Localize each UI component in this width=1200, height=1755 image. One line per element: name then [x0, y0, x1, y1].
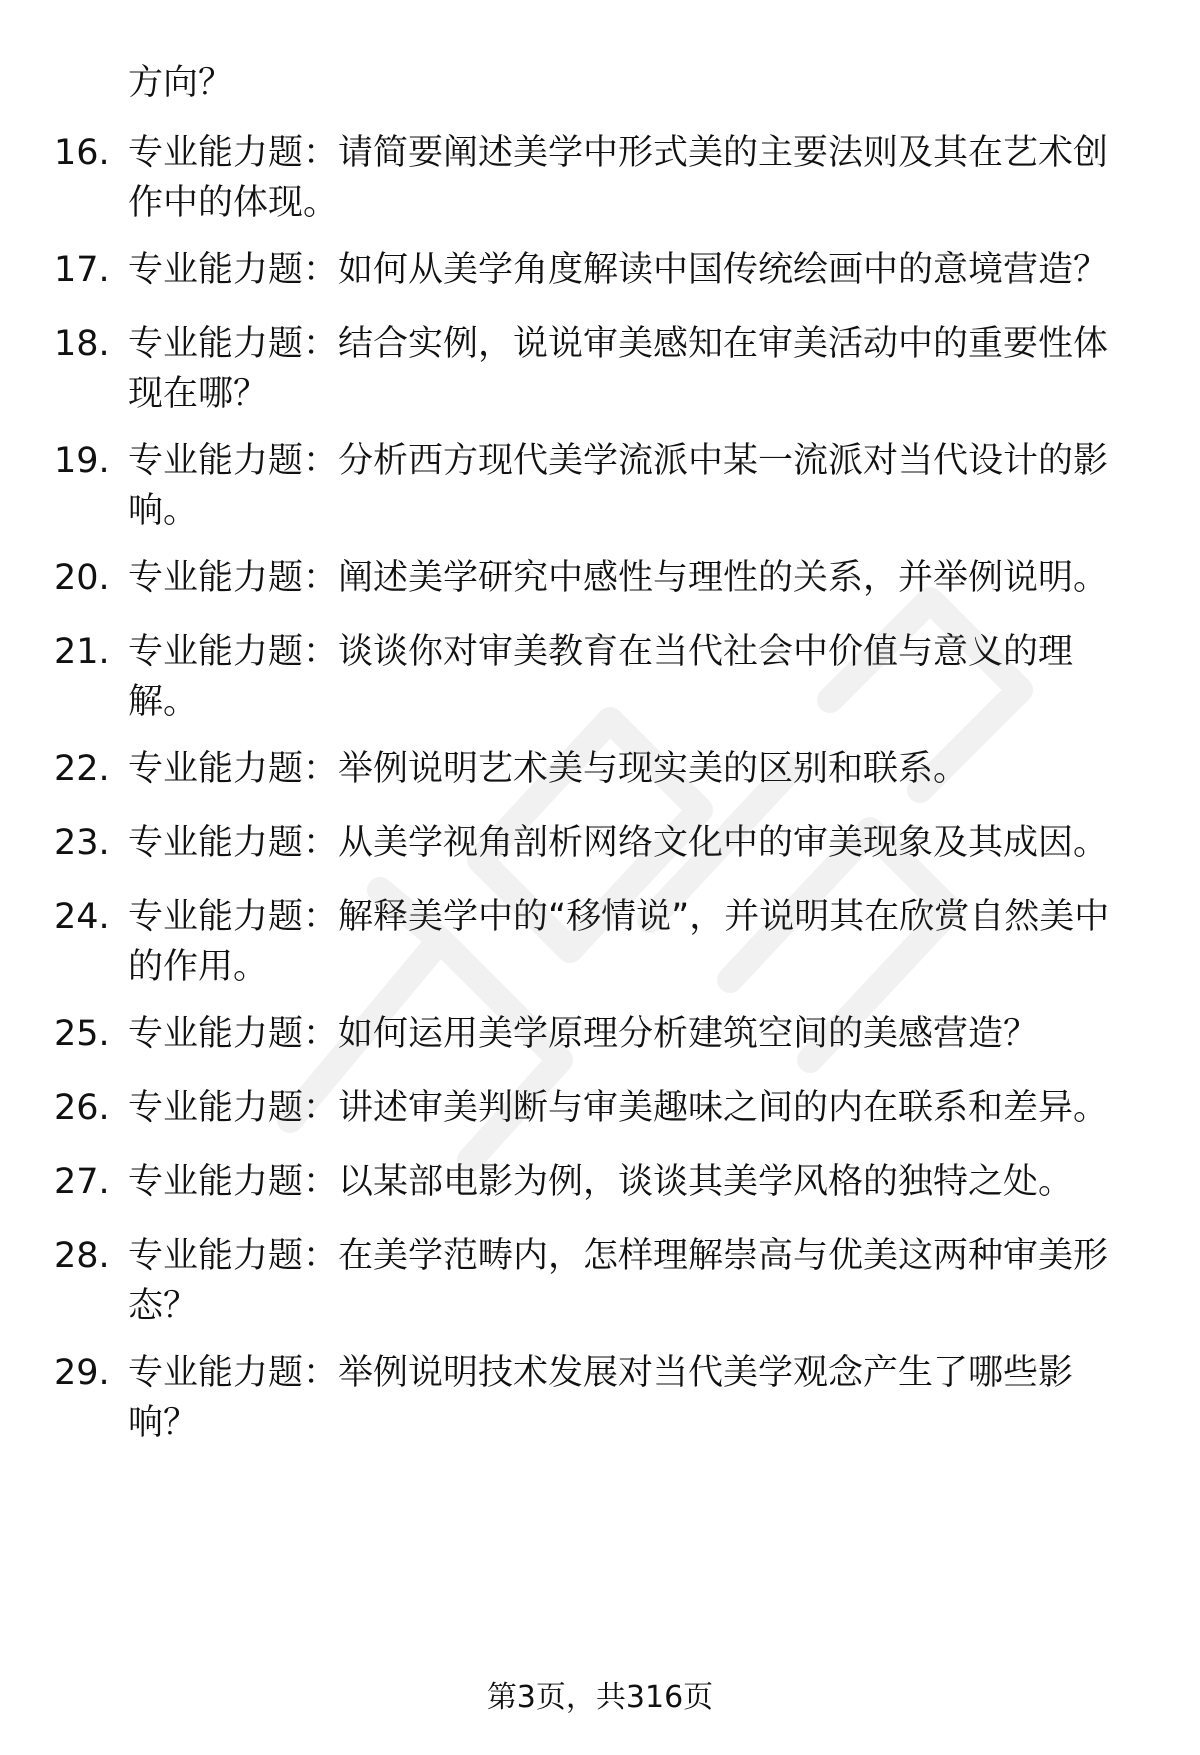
- question-prefix: 专业能力题：: [128, 1088, 339, 1128]
- question-body: [128, 744, 1143, 794]
- question-text: 阐述美学研究中感性与理性的关系，并举例说明。: [338, 558, 1109, 598]
- page-footer: 第3页，共316页: [486, 1680, 714, 1715]
- question-number: 18.: [54, 324, 110, 364]
- question-text: 举例说明艺术美与现实美的区别和联系。: [338, 749, 969, 789]
- question-number: 27.: [54, 1162, 110, 1202]
- question-body: [128, 1348, 1143, 1448]
- question-body: [128, 245, 1143, 295]
- question-text: 解释美学中的“移情说”，并说明其在欣赏自然美中的作用。: [128, 897, 1110, 987]
- question-body: [128, 627, 1143, 727]
- question-prefix: 专业能力题：: [128, 823, 339, 863]
- question-prefix: 专业能力题：: [128, 632, 339, 672]
- question-prefix: 专业能力题：: [128, 749, 339, 789]
- question-number: 29.: [54, 1353, 110, 1393]
- question-number: 22.: [54, 749, 110, 789]
- question-prefix: 专业能力题：: [128, 558, 339, 598]
- continuation-text: 方向？: [128, 63, 234, 103]
- question-body: [128, 1157, 1143, 1207]
- question-prefix: 专业能力题：: [128, 250, 339, 290]
- question-prefix: 专业能力题：: [128, 133, 339, 173]
- question-text: 在美学范畴内，怎样理解崇高与优美这两种审美形态？: [128, 1236, 1109, 1326]
- question-text: 从美学视角剖析网络文化中的审美现象及其成因。: [338, 823, 1109, 863]
- question-prefix: 专业能力题：: [128, 441, 339, 481]
- question-number: 16.: [54, 133, 110, 173]
- question-prefix: 专业能力题：: [128, 1014, 339, 1054]
- question-text: 结合实例，说说审美感知在审美活动中的重要性体现在哪？: [128, 324, 1109, 414]
- question-text: 请简要阐述美学中形式美的主要法则及其在艺术创作中的体现。: [128, 133, 1109, 223]
- question-text: 以某部电影为例，谈谈其美学风格的独特之处。: [338, 1162, 1074, 1202]
- question-body: [128, 1083, 1143, 1133]
- question-prefix: 专业能力题：: [128, 897, 339, 937]
- question-text: 讲述审美判断与审美趣味之间的内在联系和差异。: [338, 1088, 1109, 1128]
- question-text: 分析西方现代美学流派中某一流派对当代设计的影响。: [128, 441, 1109, 531]
- question-text: 举例说明技术发展对当代美学观念产生了哪些影响？: [128, 1353, 1074, 1443]
- question-number: 25.: [54, 1014, 110, 1054]
- question-number: 24.: [54, 897, 110, 937]
- question-body: [128, 128, 1143, 228]
- question-text: 如何运用美学原理分析建筑空间的美感营造？: [338, 1014, 1039, 1054]
- question-prefix: 专业能力题：: [128, 1236, 339, 1276]
- question-body: [128, 1231, 1143, 1331]
- question-text: 如何从美学角度解读中国传统绘画中的意境营造？: [338, 250, 1109, 290]
- question-text: 谈谈你对审美教育在当代社会中价值与意义的理解。: [128, 632, 1074, 722]
- question-number: 21.: [54, 632, 110, 672]
- question-prefix: 专业能力题：: [128, 324, 339, 364]
- question-number: 23.: [54, 823, 110, 863]
- question-number: 28.: [54, 1236, 110, 1276]
- question-number: 20.: [54, 558, 110, 598]
- question-body: [128, 436, 1143, 536]
- question-body: [128, 892, 1143, 992]
- question-body: [128, 818, 1143, 868]
- question-prefix: 专业能力题：: [128, 1162, 339, 1202]
- question-number: 26.: [54, 1088, 110, 1128]
- question-body: [128, 553, 1143, 603]
- question-body: [128, 319, 1143, 419]
- question-prefix: 专业能力题：: [128, 1353, 339, 1393]
- question-number: 19.: [54, 441, 110, 481]
- question-number: 17.: [54, 250, 110, 290]
- question-body: [128, 1009, 1143, 1059]
